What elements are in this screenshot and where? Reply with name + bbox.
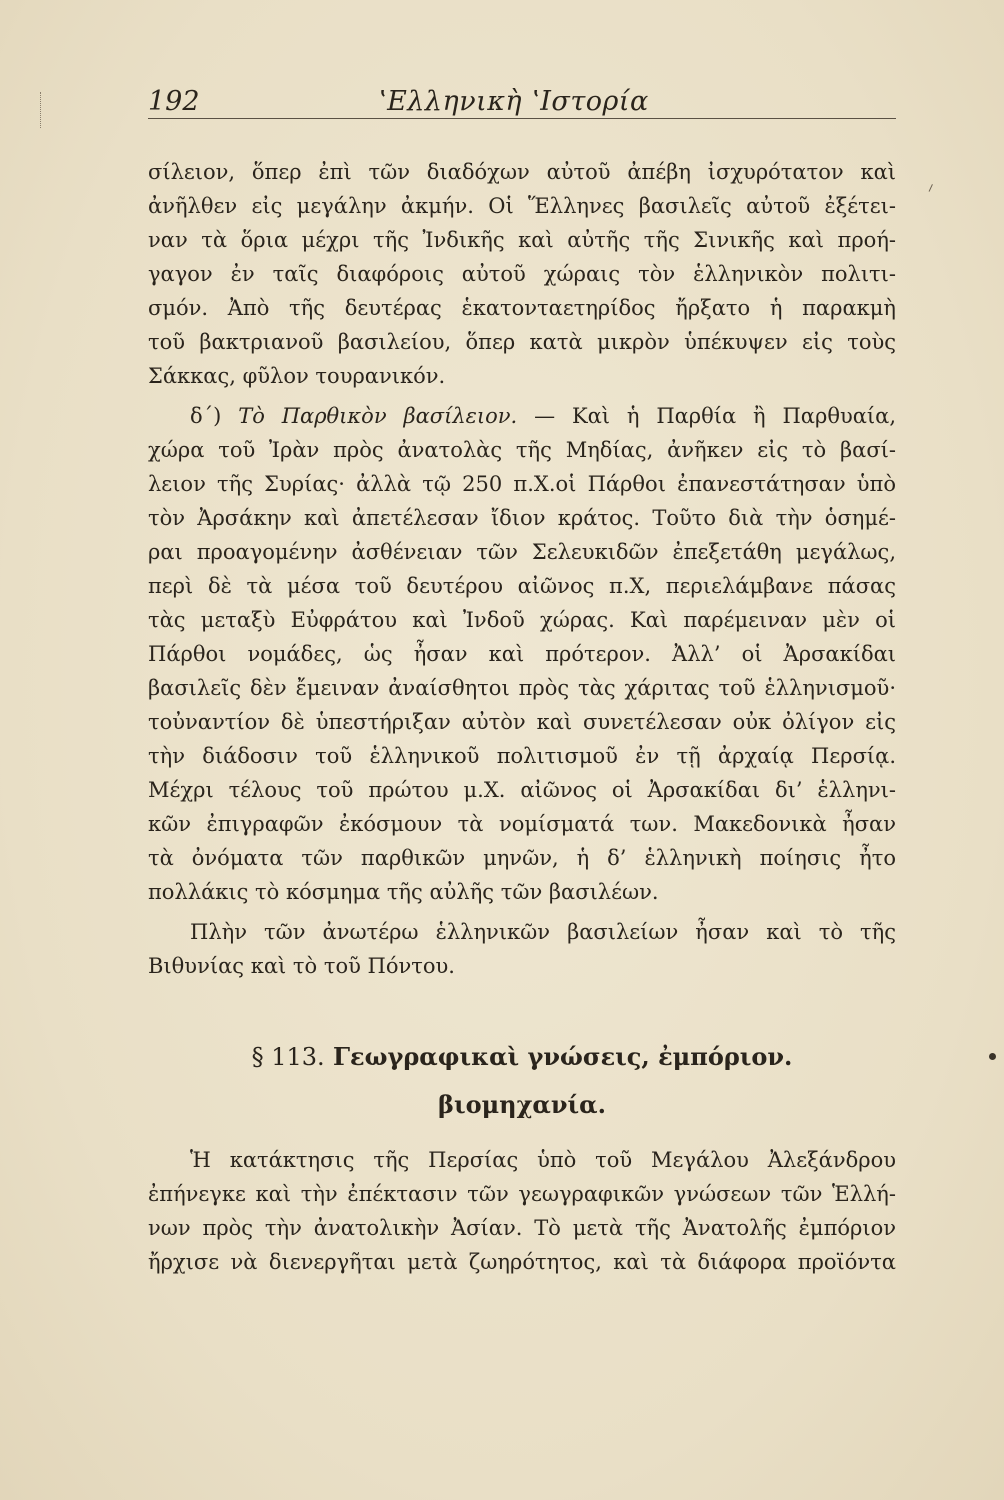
text-line: σμόν. Ἀπὸ τῆς δευτέρας ἑκατονταετηρίδος ἤρξατο ἡ παρακμὴ <box>148 296 896 320</box>
text-line: Ἡ κατάκτησις τῆς Περσίας ὑπὸ τοῦ Μεγάλου Ἀλεξάνδρου <box>190 1148 896 1172</box>
text-line: πολλάκις τὸ κόσμημα τῆς αὐλῆς τῶν βασιλέων. <box>148 880 659 904</box>
margin-mark <box>929 184 938 194</box>
text-line: ραι προαγομένην ἀσθένειαν τῶν Σελευκιδῶν ἐπεξετάθη μεγάλως, <box>148 540 896 564</box>
text-line: Πάρθοι νομάδες, ὡς ἦσαν καὶ πρότερον. Ἀλλ’ οἱ Ἀρσακίδαι <box>148 642 896 666</box>
subsection-text: — Καὶ ἡ Παρθία ἢ Παρθυαία, <box>534 404 897 428</box>
text-line: τὰς μεταξὺ Εὐφράτου καὶ Ἰνδοῦ χώρας. Καὶ παρέμειναν μὲν οἱ <box>148 608 896 632</box>
section-heading-continued: βιομηχανία. <box>438 1090 606 1119</box>
text-line: χώρα τοῦ Ἰρὰν πρὸς ἀνατολὰς τῆς Μηδίας, ἀνῆκεν εἰς τὸ βασί- <box>148 438 896 462</box>
text-line: τὸν Ἀρσάκην καὶ ἀπετέλεσαν ἴδιον κράτος. Τοῦτο διὰ τὴν ὁσημέ- <box>148 506 896 530</box>
section-title: Γεωγραφικαὶ γνώσεις, ἐμπόριον. <box>333 1042 793 1071</box>
text-line: σίλειον, ὅπερ ἐπὶ τῶν διαδόχων αὐτοῦ ἀπέβη ἰσχυρότατον καὶ <box>148 160 896 184</box>
text-line: λειον τῆς Συρίας· ἀλλὰ τῷ 250 π.Χ.οἱ Πάρθοι ἐπανεστάτησαν ὑπὸ <box>148 472 896 496</box>
page-number: 192 <box>148 86 200 117</box>
subsection-label: δ΄) <box>190 404 222 428</box>
text-line: τοὐναντίον δὲ ὑπεστήριξαν αὐτὸν καὶ συνετέλεσαν οὐκ ὀλίγον εἰς <box>148 710 896 734</box>
text-line: περὶ δὲ τὰ μέσα τοῦ δευτέρου αἰῶνος π.Χ, περιελάμβανε πάσας <box>148 574 896 598</box>
text-line: Πλὴν τῶν ἀνωτέρω ἑλληνικῶν βασιλείων ἦσαν καὶ τὸ τῆς <box>190 920 896 944</box>
edge-mark <box>40 92 44 128</box>
text-line: τοῦ βακτριανοῦ βασιλείου, ὅπερ κατὰ μικρὸν ὑπέκυψεν εἰς τοὺς <box>148 330 896 354</box>
text-line: ἐπήνεγκε καὶ τὴν ἐπέκτασιν τῶν γεωγραφικῶν γνώσεων τῶν Ἑλλή- <box>148 1182 896 1206</box>
text-line: τὴν διάδοσιν τοῦ ἑλληνικοῦ πολιτισμοῦ ἐν τῇ ἀρχαίᾳ Περσίᾳ. <box>148 744 896 768</box>
text-line: γαγον ἐν ταῖς διαφόροις αὐτοῦ χώραις τὸν ἑλληνικὸν πολιτι- <box>148 262 896 286</box>
page-header <box>148 86 896 126</box>
margin-dot <box>989 1053 996 1060</box>
text-line: βασιλεῖς δὲν ἔμειναν ἀναίσθητοι πρὸς τὰς χάριτας τοῦ ἑλληνισμοῦ· <box>148 676 896 700</box>
header-rule <box>148 118 896 119</box>
text-line: Βιθυνίας καὶ τὸ τοῦ Πόντου. <box>148 954 455 978</box>
subsection-heading: Τὸ Παρθικὸν βασίλειον. <box>238 404 518 428</box>
section-heading <box>148 1036 896 1078</box>
section-number: § 113. <box>251 1043 325 1071</box>
running-title: ʽΕλληνικὴ ʽΙστορία <box>378 86 649 117</box>
text-line: κῶν ἐπιγραφῶν ἐκόσμουν τὰ νομίσματά των. Μακεδονικὰ ἦσαν <box>148 812 896 836</box>
text-line: τὰ ὀνόματα τῶν παρθικῶν μηνῶν, ἡ δ’ ἑλληνικὴ ποίησις ἦτο <box>148 846 896 870</box>
text-line: νων πρὸς τὴν ἀνατολικὴν Ἀσίαν. Τὸ μετὰ τῆς Ἀνατολῆς ἐμπόριον <box>148 1216 896 1240</box>
text-line: Σάκκας, φῦλον τουρανικόν. <box>148 364 446 388</box>
text-line: Μέχρι τέλους τοῦ πρώτου μ.Χ. αἰῶνος οἱ Ἀρσακίδαι δι’ ἑλληνι- <box>148 778 896 802</box>
text-line: ἤρχισε νὰ διενεργῆται μετὰ ζωηρότητος, καὶ τὰ διάφορα προϊόντα <box>148 1250 896 1274</box>
subsection-line <box>148 400 896 432</box>
text-line: ναν τὰ ὅρια μέχρι τῆς Ἰνδικῆς καὶ αὐτῆς τῆς Σινικῆς καὶ προή- <box>148 228 896 252</box>
text-line: ἀνῆλθεν εἰς μεγάλην ἀκμήν. Οἱ Ἕλληνες βασιλεῖς αὐτοῦ ἐξέτει- <box>148 194 896 218</box>
